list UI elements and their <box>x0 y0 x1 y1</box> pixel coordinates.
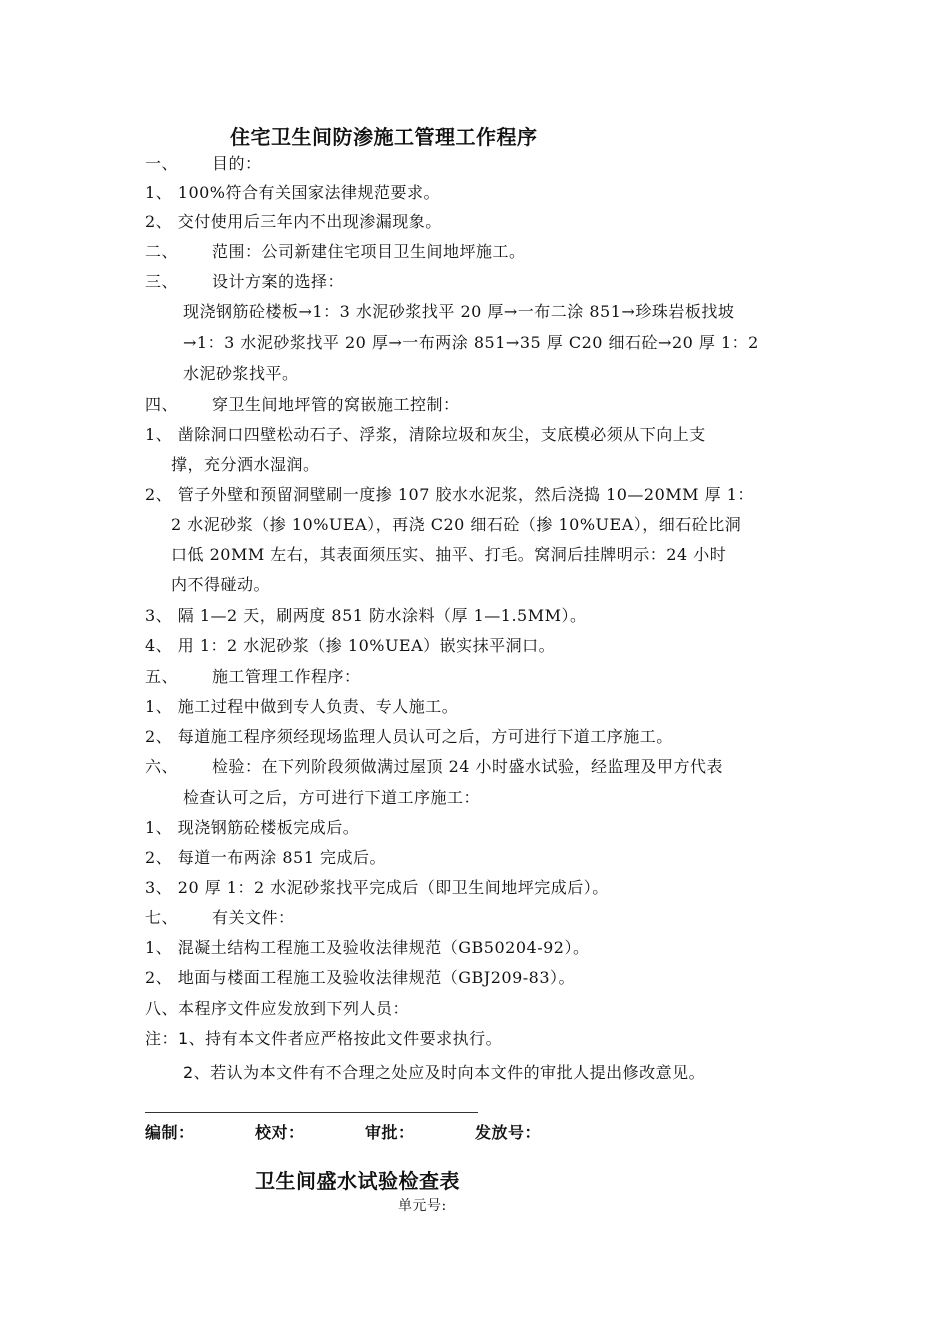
section-3-line-1: 现浇钢筋砼楼板→1：3 水泥砂浆找平 20 厚→一布二涂 851→珍珠岩板找坡 <box>183 302 735 321</box>
section-1-item-1: 1、 100%符合有关国家法律规范要求。 <box>145 183 441 202</box>
signature-divider <box>145 1112 478 1113</box>
section-4-item-3: 3、 隔 1—2 天，刷两度 851 防水涂料（厚 1—1.5MM）。 <box>145 606 587 625</box>
sign-approver-label: 审批： <box>365 1123 415 1142</box>
section-4-number: 四、 <box>145 395 179 414</box>
section-4-item-2-line-2: 2 水泥砂浆（掺 10%UEA），再浇 C20 细石砼（掺 10%UEA），细石砼比洞 <box>171 515 742 534</box>
form-title: 卫生间盛水试验检查表 <box>255 1169 460 1193</box>
section-3-number: 三、 <box>145 272 179 291</box>
unit-number-label: 单元号: <box>398 1198 447 1214</box>
section-8-heading: 八、本程序文件应发放到下列人员： <box>145 999 410 1018</box>
section-3-line-3: 水泥砂浆找平。 <box>183 364 299 383</box>
sign-checker-label: 校对： <box>255 1123 305 1142</box>
note-1: 注：1、持有本文件者应严格按此文件要求执行。 <box>145 1029 503 1048</box>
section-2-number: 二、 <box>145 242 179 261</box>
section-5-item-2: 2、 每道施工程序须经现场监理人员认可之后，方可进行下道工序施工。 <box>145 727 673 746</box>
section-1-heading: 目的： <box>212 154 262 173</box>
section-5-heading: 施工管理工作程序： <box>212 667 361 686</box>
section-3-line-2: →1：3 水泥砂浆找平 20 厚→一布两涂 851→35 厚 C20 细石砼→20 厚 1：2 <box>183 333 759 352</box>
section-7-number: 七、 <box>145 908 179 927</box>
section-7-item-2: 2、 地面与楼面工程施工及验收法律规范（GBJ209-83）。 <box>145 968 576 987</box>
section-4-heading: 穿卫生间地坪管的窝嵌施工控制： <box>212 395 460 414</box>
section-7-heading: 有关文件： <box>212 908 295 927</box>
section-4-item-1-line-2: 撑，充分洒水湿润。 <box>171 455 320 474</box>
section-5-number: 五、 <box>145 667 179 686</box>
note-2: 2、若认为本文件有不合理之处应及时向本文件的审批人提出修改意见。 <box>183 1063 706 1082</box>
sign-editor-label: 编制： <box>145 1123 195 1142</box>
section-4-item-2-line-4: 内不得碰动。 <box>171 575 271 594</box>
section-6-heading-cont: 检查认可之后，方可进行下道工序施工： <box>183 788 481 807</box>
sign-issue-number-label: 发放号： <box>475 1123 542 1142</box>
section-3-heading: 设计方案的选择： <box>212 272 345 291</box>
section-7-item-1: 1、 混凝土结构工程施工及验收法律规范（GB50204-92）。 <box>145 938 590 957</box>
section-6-item-3: 3、 20 厚 1：2 水泥砂浆找平完成后（即卫生间地坪完成后）。 <box>145 878 609 897</box>
section-2-heading: 范围：公司新建住宅项目卫生间地坪施工。 <box>212 242 526 261</box>
section-1-number: 一、 <box>145 154 179 173</box>
section-6-item-2: 2、 每道一布两涂 851 完成后。 <box>145 848 386 867</box>
section-4-item-1-line-1: 1、 凿除洞口四壁松动石子、浮浆，清除垃圾和灰尘，支底模必须从下向上支 <box>145 425 706 444</box>
section-4-item-2-line-1: 2、 管子外壁和预留洞壁刷一度掺 107 胶水水泥浆，然后浇捣 10—20MM 厚 1： <box>145 485 754 504</box>
section-4-item-2-line-3: 口低 20MM 左右，其表面须压实、抽平、打毛。窝洞后挂牌明示：24 小时 <box>171 545 727 564</box>
section-6-item-1: 1、 现浇钢筋砼楼板完成后。 <box>145 818 360 837</box>
section-6-number: 六、 <box>145 757 179 776</box>
section-1-item-2: 2、 交付使用后三年内不出现渗漏现象。 <box>145 212 442 231</box>
document-title: 住宅卫生间防渗施工管理工作程序 <box>230 125 538 149</box>
section-4-item-4: 4、 用 1：2 水泥砂浆（掺 10%UEA）嵌实抹平洞口。 <box>145 636 556 655</box>
section-6-heading: 检验：在下列阶段须做满过屋顶 24 小时盛水试验，经监理及甲方代表 <box>212 757 724 776</box>
section-5-item-1: 1、 施工过程中做到专人负责、专人施工。 <box>145 697 459 716</box>
